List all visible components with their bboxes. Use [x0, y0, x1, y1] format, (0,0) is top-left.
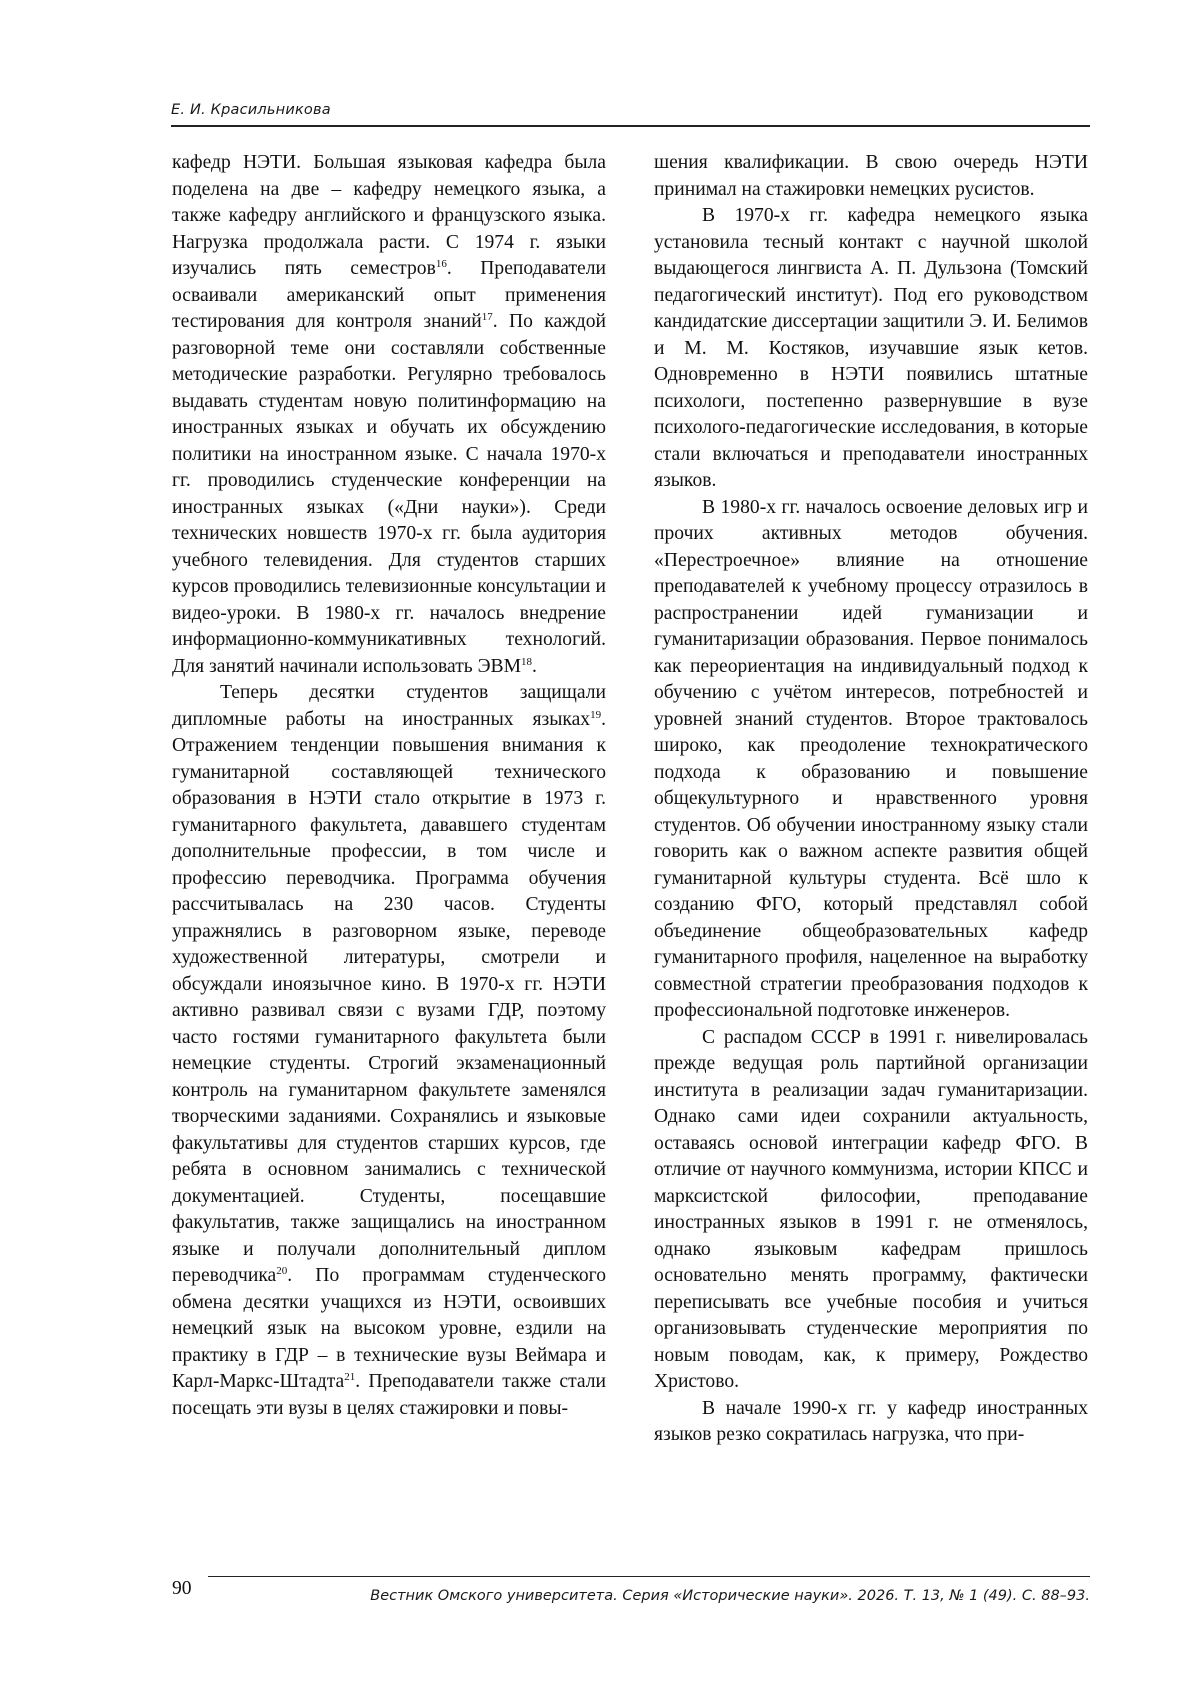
text-run: . Преподаватели осваивали американский опыт применения тестирования для контроля знаний [172, 258, 606, 332]
text-run: . Отражением тенденции повышения внимания к гуманитарной составляющей технического образования в НЭТИ стало открытие в 1973 г. гуманитарного факультета, дававшего студентам дополнительные профессии, в том числе и профессию переводчика. Программа обучения рассчитывалась на 230 часов. Студенты упражнялись в разговорном языке, переводе художественной литературы, смотрели и обсуждали иноязычное кино. В 1970-х гг. НЭТИ активно развивал связи с вузами ГДР, поэтому часто гостями гуманитарного факультета были немецкие студенты. Строгий экзаменационный контроль на гуманитарном факультете заменялся творческими заданиями. Сохранялись и языковые факультативы для студентов старших курсов, где ребята в основном занимались с технической документацией. Студенты, посещавшие факультатив, также защищались на иностранном языке и получали дополнительный диплом переводчика [172, 708, 606, 1286]
text-run: . По каждой разговорной теме они составляли собственные методические разработки. Регулярно требовалось выдавать студентам новую политинформацию на иностранных языках и обучать их обсуждению политики на иностранном языке. С начала 1970-х гг. проводились студенческие конференции на иностранных языках («Дни науки»). Среди технических новшеств 1970-х гг. была аудитория учебного телевидения. Для студентов старших курсов проводились телевизионные консультации и видео-уроки. В 1980-х гг. началось внедрение информационно-коммуникативных технологий. Для занятий начинали использовать ЭВМ [172, 311, 606, 677]
paragraph [172, 150, 606, 680]
paragraph: В 1970-х гг. кафедра немецкого языка установила тесный контакт с научной школой выдающегося лингвиста А. П. Дульзона (Томский педагогический институт). Под его руководством кандидатские диссертации защитили Э. И. Белимов и М. М. Костяков, изучавшие язык кетов. Одновременно в НЭТИ появились штатные психологи, постепенно развернувшие в вузе психолого-педагогические исследования, в которые стали включаться и преподаватели иностранных языков. [654, 205, 1088, 491]
running-head-author: Е. И. Красильникова [171, 102, 331, 118]
page-number: 90 [172, 1578, 192, 1599]
footnote-ref[interactable]: 18 [521, 655, 533, 668]
footer-rule [208, 1576, 1090, 1577]
paragraph [172, 680, 606, 1422]
text-run: . Преподаватели также стали посещать эти вузы в целях стажировки и повы- [172, 1371, 606, 1419]
paragraph: С распадом СССР в 1991 г. нивелировалась прежде ведущая роль партийной организации института в реализации задач гуманитаризации. Однако сами идеи сохранили актуальность, оставаясь основой интеграции кафедр ФГО. В отличие от научного коммунизма, истории КПСС и марксистской философии, преподавание иностранных языков в 1991 г. не отменялось, однако языковым кафедрам пришлось основательно менять программу, фактически переписывать все учебные пособия и учиться организовывать студенческие мероприятия по новым поводам, как, к примеру, Рождество Христово. [654, 1026, 1088, 1392]
left-column [172, 150, 606, 1422]
footnote-ref[interactable]: 17 [481, 311, 493, 323]
right-column [654, 150, 1088, 1449]
footnote-ref[interactable]: 19 [590, 708, 602, 721]
footnote-ref[interactable]: 16 [435, 258, 447, 270]
text-run: . [532, 655, 537, 677]
journal-citation: Вестник Омского университета. Серия «Исторические науки». 2026. Т. 13, № 1 (49). С. 88–93. [370, 1588, 1090, 1604]
text-run: . По программам студенческого обмена десятки учащихся из НЭТИ, освоивших немецкий язык на высоком уровне, ездили на практику в ГДР – в технические вузы Веймара и Карл-Маркс-Штадта [172, 1265, 606, 1392]
text-run: Теперь десятки студентов защищали дипломные работы на иностранных языках [172, 682, 606, 730]
paragraph: В начале 1990-х гг. у кафедр иностранных языков резко сократилась нагрузка, что при- [654, 1397, 1088, 1445]
header-rule [171, 125, 1090, 127]
text-run: кафедр НЭТИ. Большая языковая кафедра была поделена на две – кафедру немецкого языка, а также кафедру английского и французского языка. Нагрузка продолжала расти. С 1974 г. языки изучались пять семестров [172, 152, 606, 279]
footnote-ref[interactable]: 21 [344, 1371, 356, 1383]
paragraph: шения квалификации. В свою очередь НЭТИ принимал на стажировки немецких русистов. [654, 152, 1088, 200]
footnote-ref[interactable]: 20 [276, 1265, 288, 1277]
paragraph: В 1980-х гг. началось освоение деловых игр и прочих активных методов обучения. «Перестроечное» влияние на отношение преподавателей к учебному процессу отразилось в распространении идей гуманизации и гуманитаризации образования. Первое понималось как переориентация на индивидуальный подход к обучению с учётом интересов, потребностей и уровней знаний студентов. Второе трактовалось широко, как преодоление технократического подхода к образованию и повышение общекультурного и нравственного уровня студентов. Об обучении иностранному языку стали говорить как о важном аспекте развития общей гуманитарной культуры студента. Всё шло к созданию ФГО, который представлял собой объединение общеобразовательных кафедр гуманитарного профиля, нацеленное на выработку совместной стратегии преобразования подходов к профессиональной подготовке инженеров. [654, 496, 1088, 1021]
